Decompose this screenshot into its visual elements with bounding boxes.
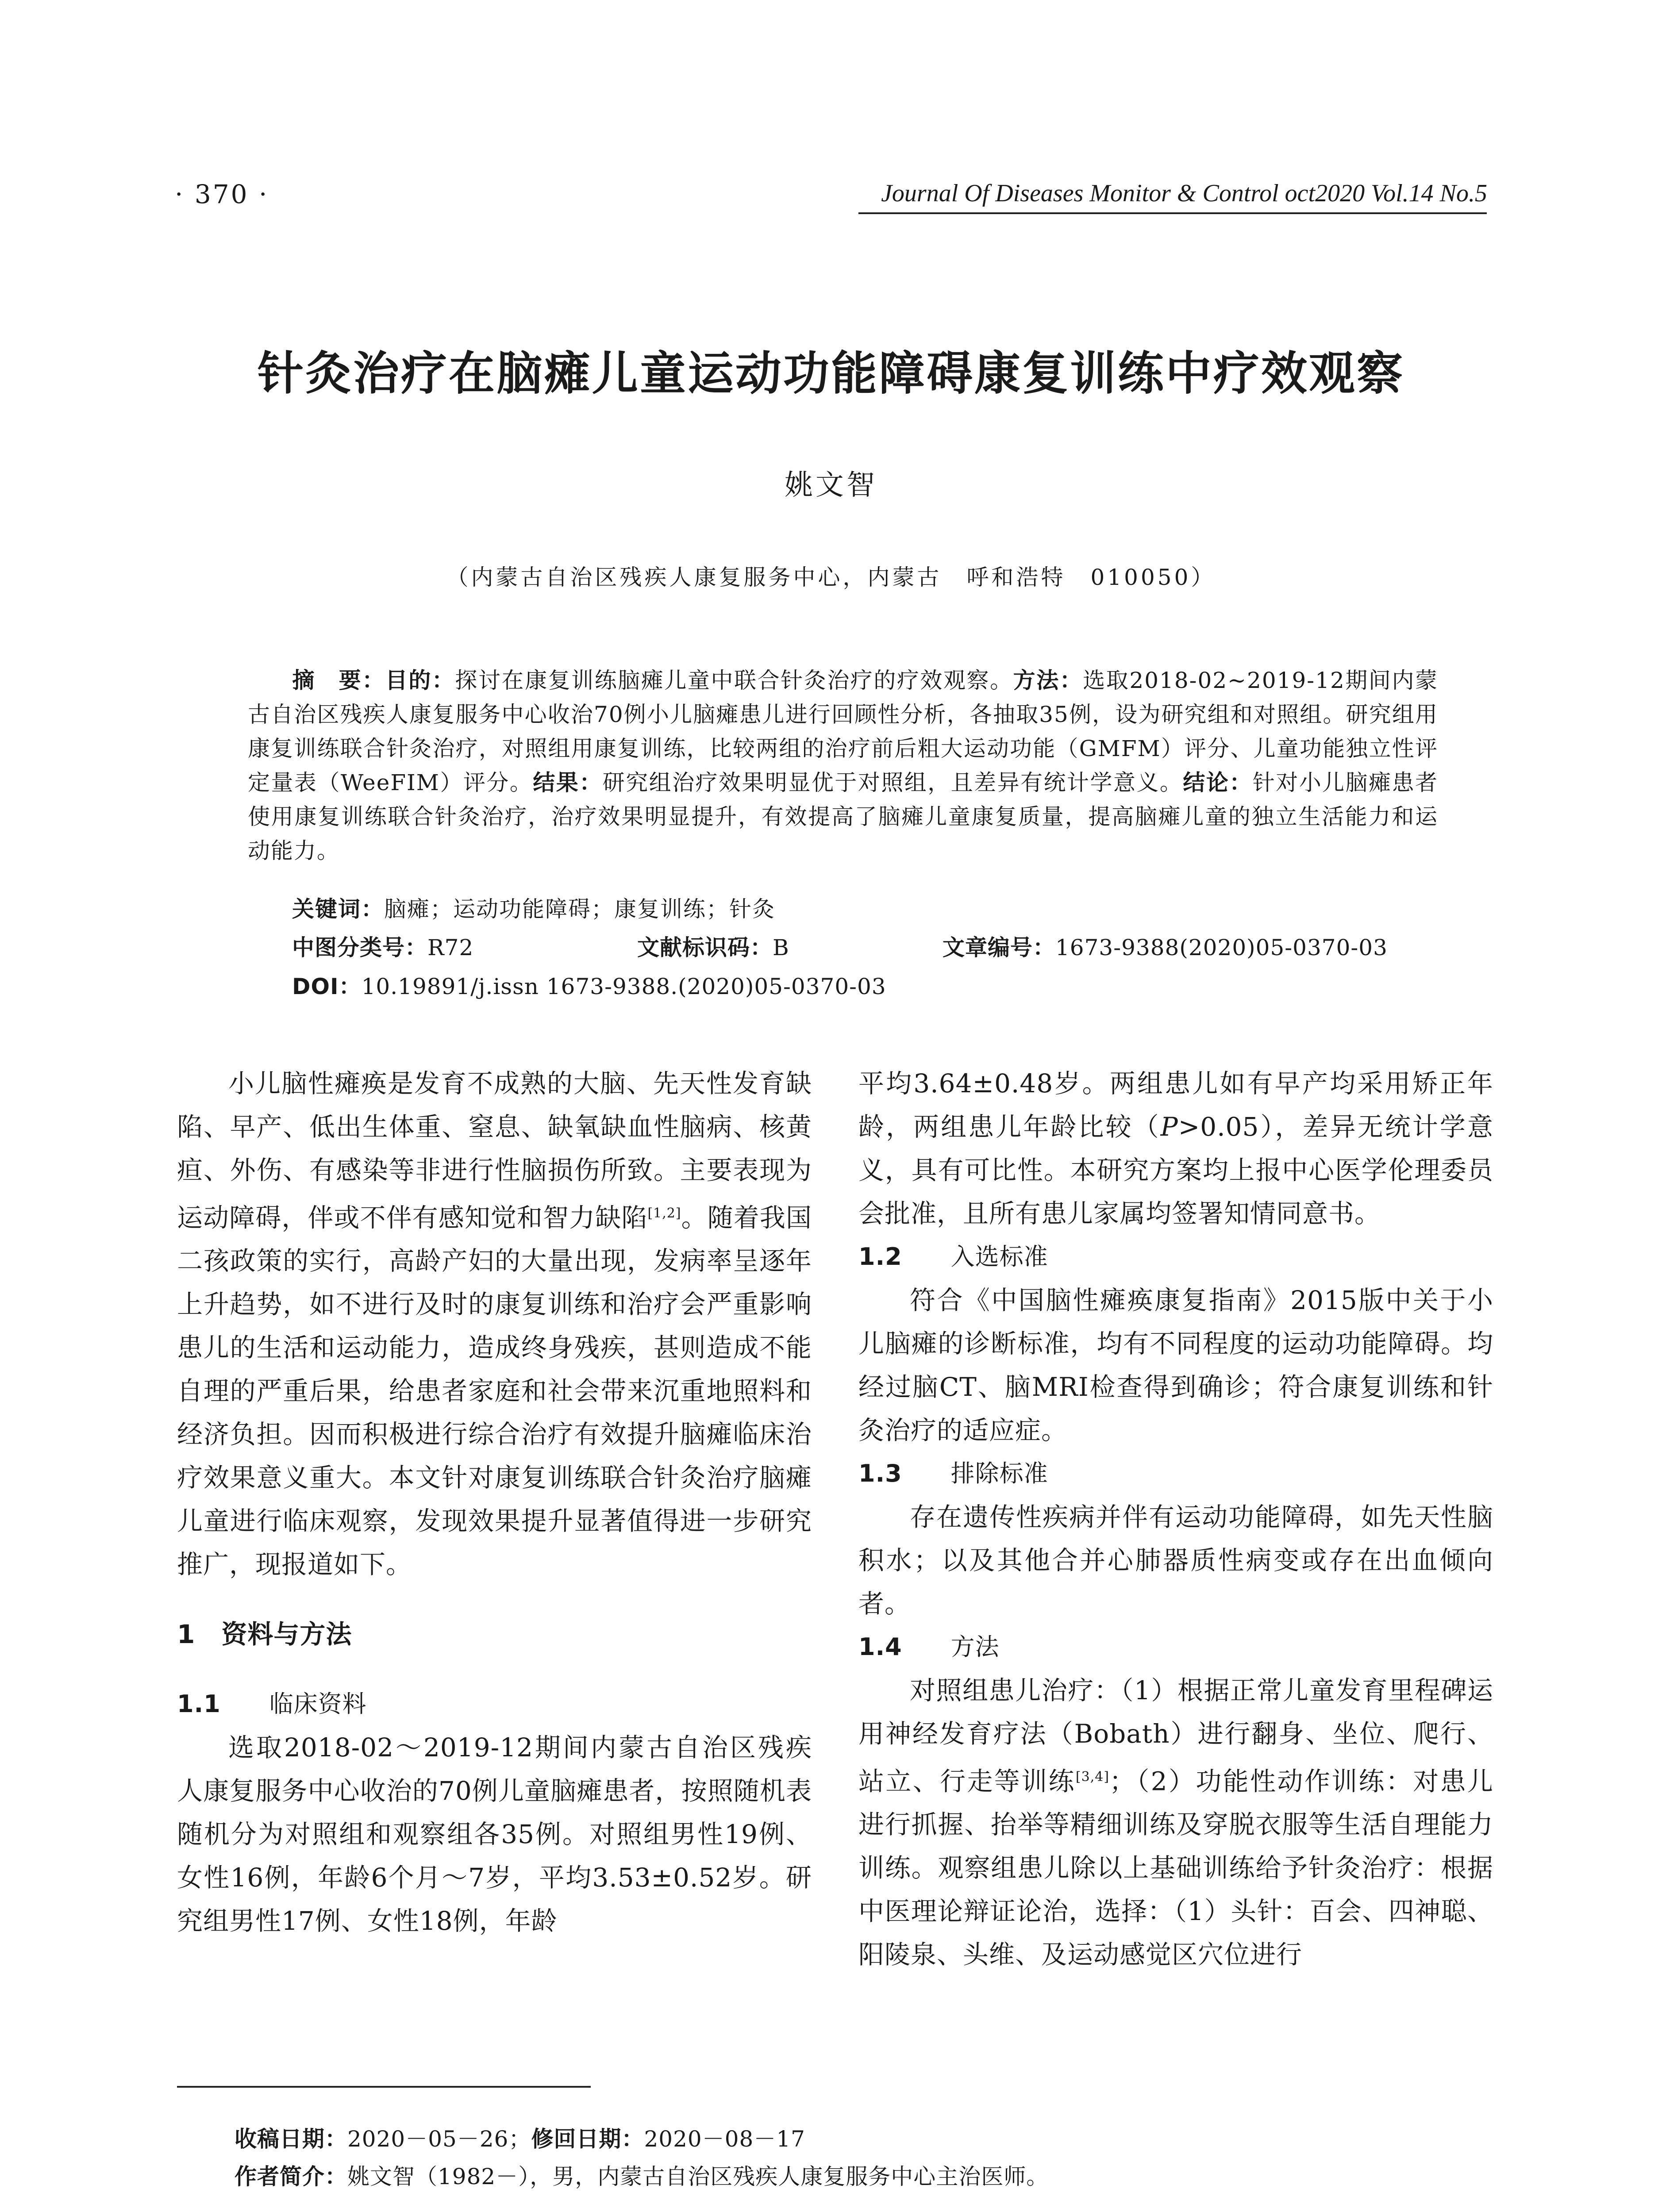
inclusion-paragraph: 符合《中国脑性瘫痪康复指南》2015版中关于小儿脑瘫的诊断标准，均有不同程度的运动功能障碍。均经过脑CT、脑MRI检查得到确诊；符合康复训练和针灸治疗的适应症。 (858, 1285, 1493, 1445)
subsection-number: 1.1 (177, 1690, 221, 1718)
citation-ref: [1,2] (647, 1206, 681, 1221)
article-value: 1673-9388(2020)05-0370-03 (1055, 935, 1388, 960)
subsection-number: 1.3 (858, 1459, 902, 1487)
method-text-b: ；（2）功能性动作训练：对患儿进行抓握、抬举等精细训练及穿脱衣服等生活自理能力训练。观察组患儿除以上基础训练给予针灸治疗：根据中医理论辩证论治，选择：（1）头针：百会、四神聪、阳陵泉、头维、及运动感觉区穴位进行 (858, 1766, 1493, 1970)
keywords-label: 关键词： (292, 896, 384, 922)
continuation-text-b: >0.05），差异无统计学意义，具有可比性。本研究方案均上报中心医学伦理委员会批准，且所有患儿家属均签署知情同意书。 (858, 1112, 1493, 1229)
clinical-data-paragraph: 选取2018-02～2019-12期间内蒙古自治区残疾人康复服务中心收治的70例儿童脑瘫患者，按照随机表随机分为对照组和观察组各35例。对照组男性19例、女性16例，年龄6个月～7岁，平均3.53±0.52岁。研究组男性17例、女性18例，年龄 (177, 1732, 812, 1936)
abstract-label: 摘 要： (292, 668, 385, 693)
article-label: 文章编号： (943, 935, 1055, 960)
subsection-title: 临床资料 (269, 1690, 367, 1718)
received-date-line (235, 2121, 805, 2153)
bio-label: 作者简介： (235, 2164, 347, 2189)
keywords (292, 891, 775, 923)
subsection-heading-1-2 (858, 1235, 1493, 1279)
conclusion-text: 针对小儿脑瘫患者使用康复训练联合针灸治疗，治疗效果明显提升，有效提高了脑瘫儿童康复质量，提高脑瘫儿童的独立生活能力和运动能力。 (248, 770, 1439, 864)
result-text: 研究组治疗效果明显优于对照组，且差异有统计学意义。 (602, 770, 1183, 795)
purpose-label: 目的： (385, 668, 455, 693)
subsection-number: 1.4 (858, 1633, 902, 1661)
clc-value: R72 (427, 935, 474, 960)
clc-number (292, 930, 473, 962)
journal-header: Journal Of Diseases Monitor & Control oct2020 Vol.14 No.5 (881, 180, 1487, 207)
affiliation: （内蒙古自治区残疾人康复服务中心，内蒙古 呼和浩特 010050） (446, 565, 1216, 590)
bio-text: 姚文智（1982－），男，内蒙古自治区残疾人康复服务中心主治医师。 (347, 2164, 1049, 2189)
clc-label: 中图分类号： (292, 935, 427, 960)
page-number: · 370 · (175, 179, 269, 209)
doc-code (637, 930, 789, 962)
conclusion-label: 结论： (1183, 770, 1253, 795)
revised-date: 2020－08－17 (644, 2126, 805, 2152)
method-paragraph (858, 1669, 1493, 1976)
p-value-symbol: P (1160, 1112, 1178, 1142)
method-label: 方法： (1013, 668, 1083, 693)
header-rule (858, 212, 1487, 214)
method-text: 选取2018-02~2019-12期间内蒙古自治区残疾人康复服务中心收治70例小儿脑瘫患儿进行回顾性分析，各抽取35例，设为研究组和对照组。研究组用康复训练联合针灸治疗，对照组用康复训练，比较两组的治疗前后粗大运动功能（GMFM）评分、儿童功能独立性评定量表（WeeFIM）评分。 (248, 668, 1439, 795)
keywords-value: 脑瘫；运动功能障碍；康复训练；针灸 (384, 896, 775, 922)
received-label: 收稿日期： (235, 2126, 347, 2152)
author-bio-line (235, 2159, 1049, 2191)
continuation-paragraph (858, 1062, 1493, 1235)
subsection-title: 入选标准 (950, 1243, 1048, 1271)
doi (292, 969, 886, 1001)
revised-label: 修回日期： (531, 2126, 644, 2152)
subsection-heading-1-3 (858, 1452, 1493, 1495)
result-label: 结果： (533, 770, 603, 795)
footnote-rule (177, 2086, 591, 2088)
abstract (248, 664, 1438, 868)
subsection-title: 方法 (950, 1633, 1000, 1661)
subsection-title: 排除标准 (950, 1459, 1048, 1487)
intro-text-b: 。随着我国二孩政策的实行，高龄产妇的大量出现，发病率呈逐年上升趋势，如不进行及时的康复训练和治疗会严重影响患儿的生活和运动能力，造成终身残疾，甚则造成不能自理的严重后果，给患者家庭和社会带来沉重地照料和经济负担。因而积极进行综合治疗有效提升脑瘫临床治疗效果意义重大。本文针对康复训练联合针灸治疗脑瘫儿童进行临床观察，发现效果提升显著值得进一步研究推广，现报道如下。 (177, 1202, 812, 1580)
subsection-number: 1.2 (858, 1243, 902, 1271)
subsection-heading-1-4 (858, 1625, 1493, 1669)
received-date: 2020－05－26； (347, 2126, 531, 2152)
citation-ref: [3,4] (1075, 1769, 1110, 1785)
method-text-a: 对照组患儿治疗：（1）根据正常儿童发育里程碑运用神经发育疗法（Bobath）进行翻身、坐位、爬行、站立、行走等训练 (858, 1675, 1493, 1797)
doi-value: 10.19891/j.issn 1673-9388.(2020)05-0370-03 (361, 974, 886, 999)
body-right-column (858, 1062, 1493, 1976)
continuation-text-a: 平均3.64±0.48岁。两组患儿如有早产均采用矫正年龄，两组患儿年龄比较（ (858, 1068, 1493, 1142)
article-number (943, 930, 1388, 962)
exclusion-paragraph: 存在遗传性疾病并伴有运动功能障碍，如先天性脑积水；以及其他合并心肺器质性病变或存在出血倾向者。 (858, 1502, 1493, 1619)
body-left-column (177, 1062, 812, 1943)
author-name: 姚文智 (785, 469, 877, 502)
intro-text-a: 小儿脑性瘫痪是发育不成熟的大脑、先天性发育缺陷、早产、低出生体重、窒息、缺氧缺血性脑病、核黄疸、外伤、有感染等非进行性脑损伤所致。主要表现为运动障碍，伴或不伴有感知觉和智力缺陷 (177, 1068, 812, 1233)
subsection-heading-1-1 (177, 1682, 812, 1726)
article-title: 针灸治疗在脑瘫儿童运动功能障碍康复训练中疗效观察 (257, 346, 1404, 400)
doc-label: 文献标识码： (637, 935, 773, 960)
doi-label: DOI： (292, 974, 362, 999)
intro-paragraph (177, 1062, 812, 1586)
section-heading-1: 1 资料与方法 (177, 1619, 352, 1650)
purpose-text: 探讨在康复训练脑瘫儿童中联合针灸治疗的疗效观察。 (455, 668, 1013, 693)
doc-value: B (773, 935, 789, 960)
